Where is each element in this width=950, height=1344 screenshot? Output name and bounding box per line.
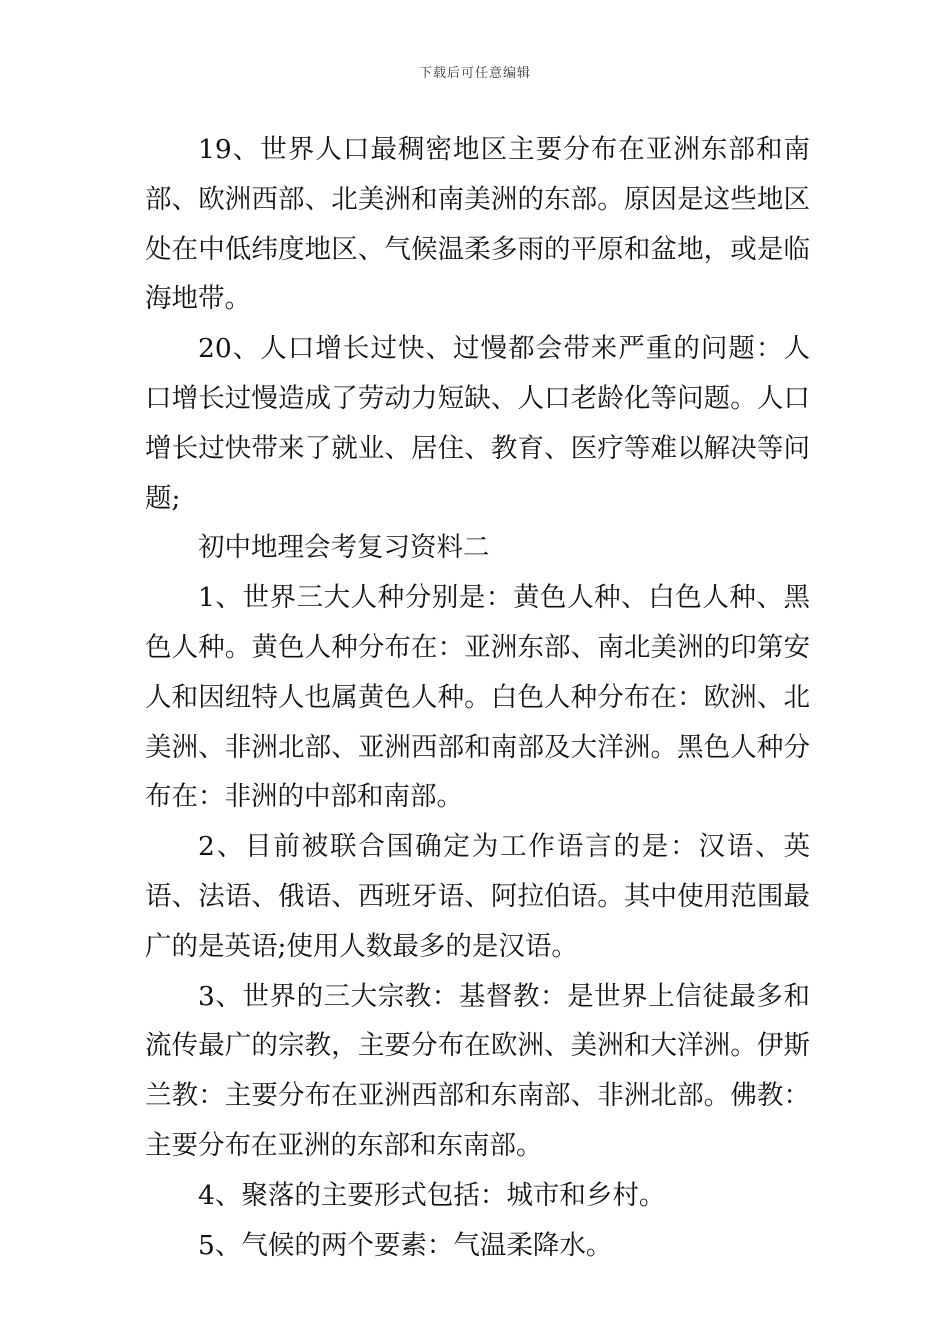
paragraph-5: 5、气候的两个要素：气温柔降水。 — [198, 1229, 613, 1261]
paragraph-1: 1、世界三大人种分别是：黄色人种、白色人种、黑色人种。黄色人种分布在：亚洲东部、南北美洲的印第安人和因纽特人也属黄色人种。白色人种分布在：欧洲、北美洲、非洲北部、亚洲西部和南部及大洋洲。黑色人种分布在：非洲的中部和南部。 — [145, 582, 810, 813]
paragraph-19: 19、世界人口最稠密地区主要分布在亚洲东部和南部、欧洲西部、北美洲和南美洲的东部。原因是这些地区处在中低纬度地区、气候温柔多雨的平原和盆地，或是临海地带。 — [145, 134, 810, 315]
paragraph-2: 2、目前被联合国确定为工作语言的是：汉语、英语、法语、俄语、西班牙语、阿拉伯语。其中使用范围最广的是英语;使用人数最多的是汉语。 — [145, 831, 810, 962]
page-header: 下载后可任意编辑 — [418, 66, 531, 81]
paragraph-4: 4、聚落的主要形式包括：城市和乡村。 — [198, 1179, 666, 1211]
document-body — [145, 125, 810, 1270]
paragraph-20: 20、人口增长过快、过慢都会带来严重的问题：人口增长过慢造成了劳动力短缺、人口老龄化等问题。人口增长过快带来了就业、居住、教育、医疗等难以解决等问题; — [145, 333, 810, 514]
section-heading: 初中地理会考复习资料二 — [198, 532, 490, 564]
paragraph-3: 3、世界的三大宗教：基督教：是世界上信徒最多和流传最广的宗教，主要分布在欧洲、美洲和大洋洲。伊斯兰教：主要分布在亚洲西部和东南部、非洲北部。佛教：主要分布在亚洲的东部和东南部。 — [145, 980, 810, 1161]
